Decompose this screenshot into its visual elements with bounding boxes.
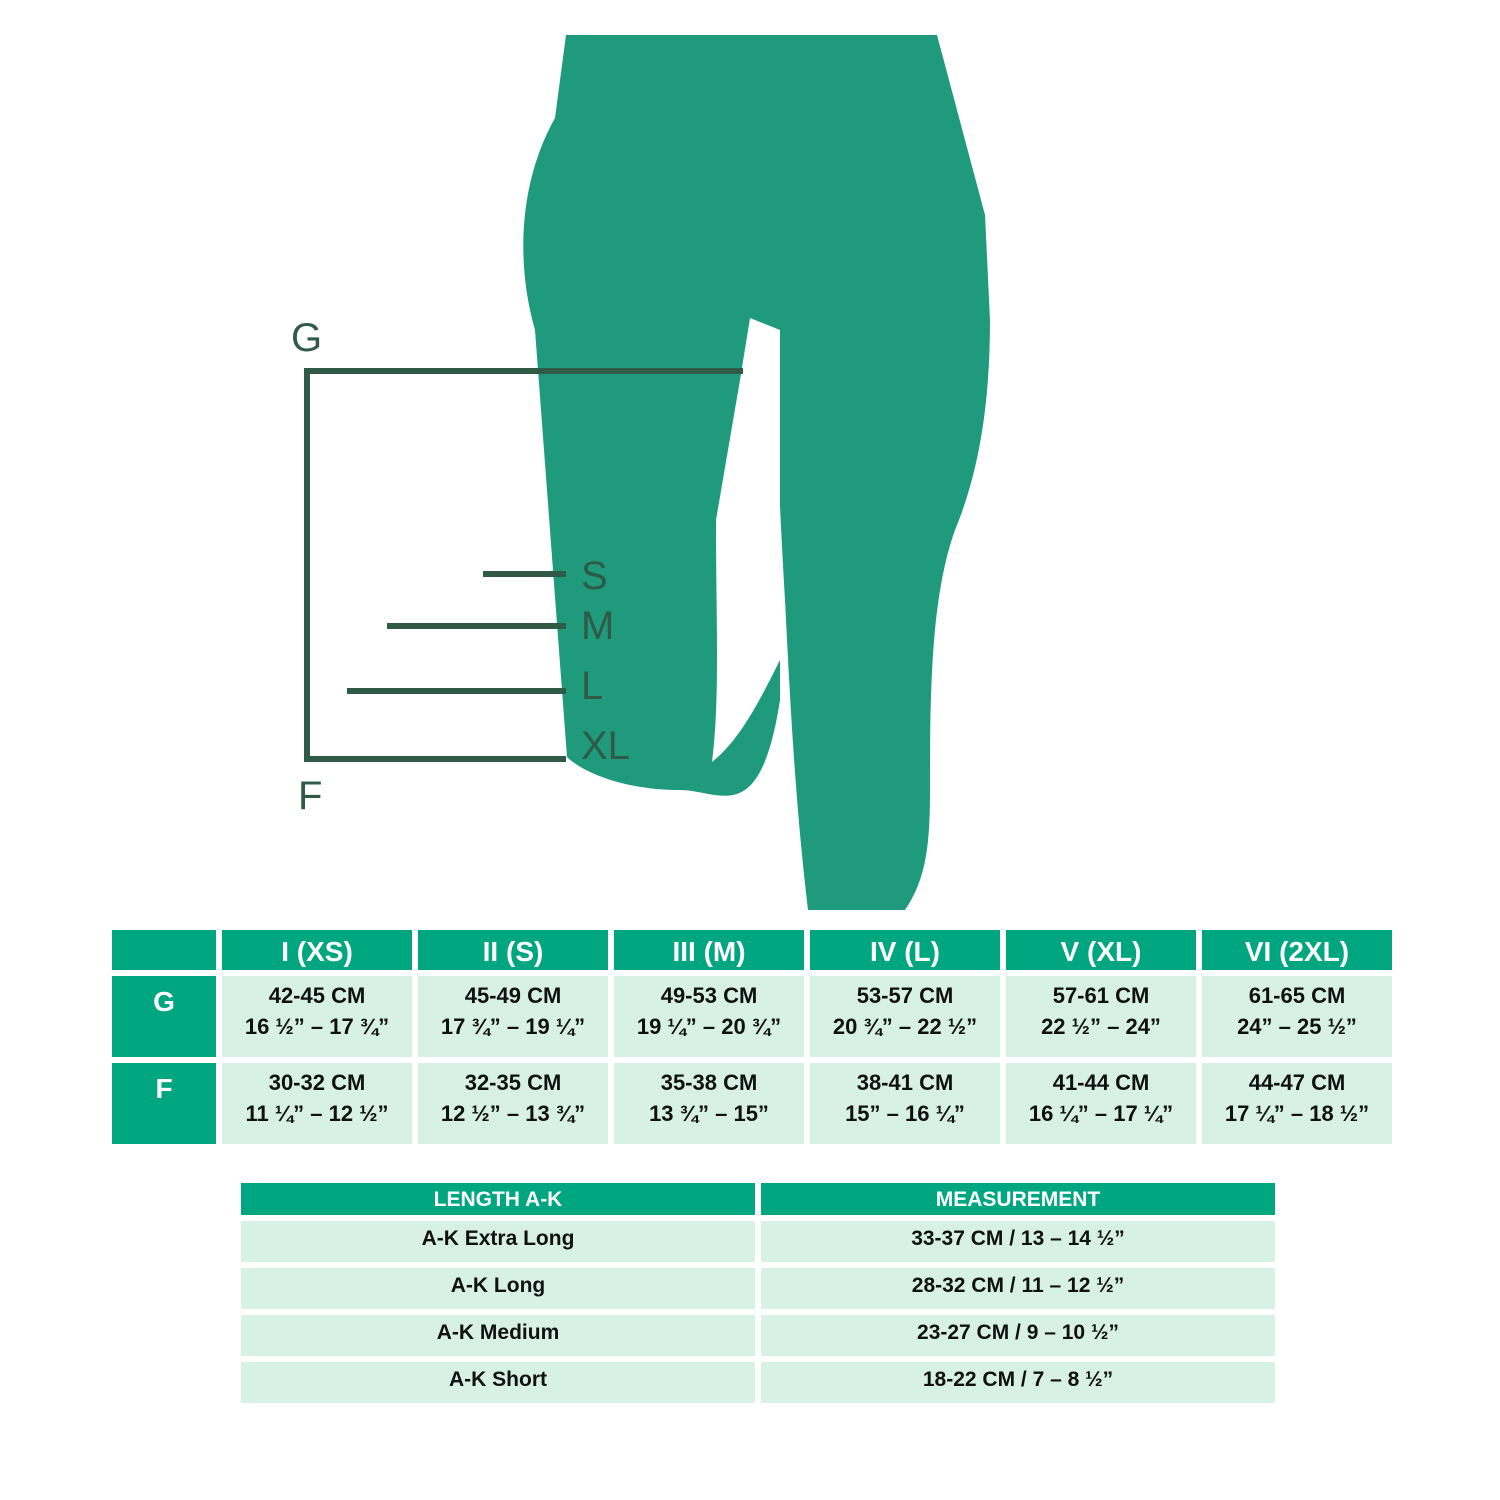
row-label: G xyxy=(112,976,216,1057)
measurement-cell: 32-35 CM 12 ½” – 13 ¾” xyxy=(418,1063,608,1144)
length-column-header: LENGTH A-K xyxy=(241,1183,755,1215)
label-size-m: M xyxy=(581,604,615,648)
length-name: A-K Short xyxy=(241,1362,755,1403)
measurement-cell: 53-57 CM 20 ¾” – 22 ½” xyxy=(810,976,1000,1057)
length-table-row xyxy=(241,1268,1275,1309)
measurement-cell: 49-53 CM 19 ¼” – 20 ¾” xyxy=(614,976,804,1057)
label-size-xl: XL xyxy=(581,724,630,768)
size-table-corner xyxy=(112,930,216,970)
length-value: 18-22 CM / 7 – 8 ½” xyxy=(761,1362,1275,1403)
row-label: F xyxy=(112,1063,216,1144)
measurement-cell: 44-47 CM 17 ¼” – 18 ½” xyxy=(1202,1063,1392,1144)
size-table-row-f xyxy=(112,1063,1392,1144)
length-table xyxy=(241,1183,1275,1403)
measurement-cell: 57-61 CM 22 ½” – 24” xyxy=(1006,976,1196,1057)
label-size-s: S xyxy=(581,554,608,598)
label-size-l: L xyxy=(581,664,604,708)
measurement-column-header: MEASUREMENT xyxy=(761,1183,1275,1215)
length-name: A-K Medium xyxy=(241,1315,755,1356)
length-table-row xyxy=(241,1221,1275,1262)
length-name: A-K Extra Long xyxy=(241,1221,755,1262)
size-column-header: VI (2XL) xyxy=(1202,930,1392,970)
measurement-cell: 35-38 CM 13 ¾” – 15” xyxy=(614,1063,804,1144)
length-name: A-K Long xyxy=(241,1268,755,1309)
measurement-cell: 41-44 CM 16 ¼” – 17 ¼” xyxy=(1006,1063,1196,1144)
measurement-cell: 30-32 CM 11 ¼” – 12 ½” xyxy=(222,1063,412,1144)
size-table-header-row xyxy=(112,930,1392,970)
measurement-cell: 42-45 CM 16 ½” – 17 ¾” xyxy=(222,976,412,1057)
length-table-row xyxy=(241,1362,1275,1403)
label-g: G xyxy=(291,316,323,360)
size-table xyxy=(112,930,1392,1144)
measurement-cell: 45-49 CM 17 ¾” – 19 ¼” xyxy=(418,976,608,1057)
length-value: 33-37 CM / 13 – 14 ½” xyxy=(761,1221,1275,1262)
size-column-header: II (S) xyxy=(418,930,608,970)
size-table-row-g xyxy=(112,976,1392,1057)
length-value: 28-32 CM / 11 – 12 ½” xyxy=(761,1268,1275,1309)
length-value: 23-27 CM / 9 – 10 ½” xyxy=(761,1315,1275,1356)
length-table-header-row xyxy=(241,1183,1275,1215)
measurement-cell: 38-41 CM 15” – 16 ¼” xyxy=(810,1063,1000,1144)
size-column-header: I (XS) xyxy=(222,930,412,970)
size-column-header: IV (L) xyxy=(810,930,1000,970)
measurement-cell: 61-65 CM 24” – 25 ½” xyxy=(1202,976,1392,1057)
label-f: F xyxy=(298,774,323,818)
size-column-header: III (M) xyxy=(614,930,804,970)
size-column-header: V (XL) xyxy=(1006,930,1196,970)
length-table-row xyxy=(241,1315,1275,1356)
